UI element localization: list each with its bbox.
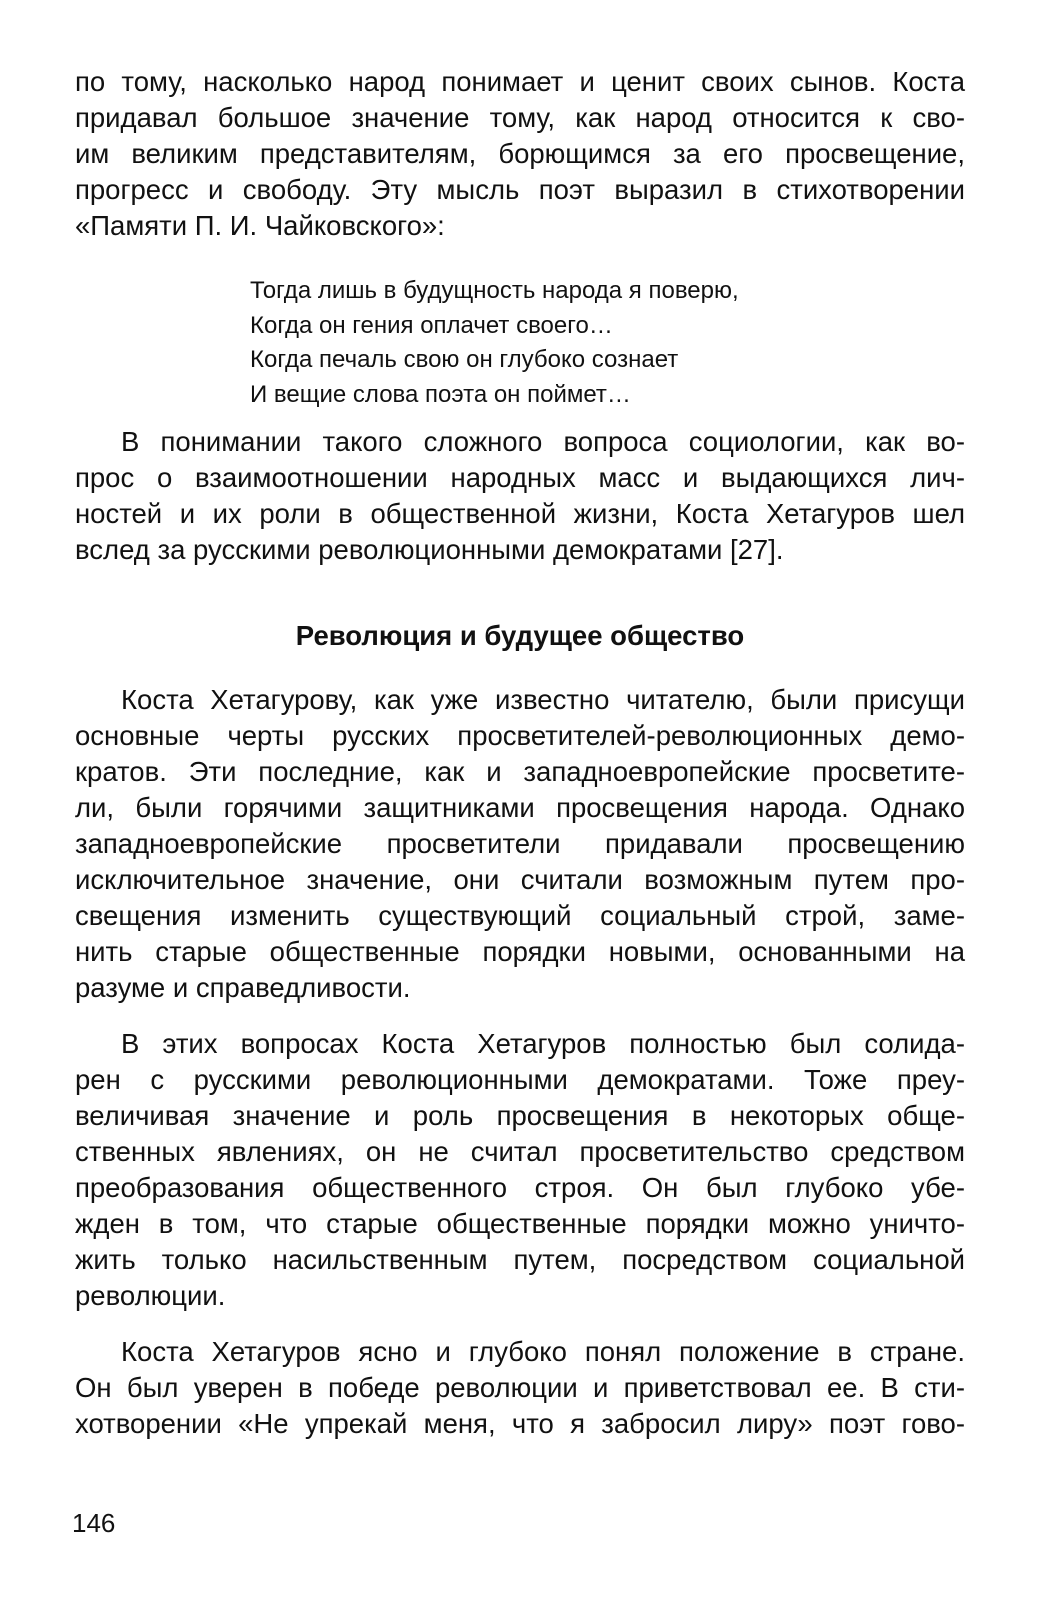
paragraph-enlighteners xyxy=(75,682,965,1006)
text-line: ственных явлениях, он не считал просветительство средством xyxy=(75,1136,965,1167)
text-line: им великим представителям, борющимся за его просвещение, xyxy=(75,138,965,169)
text-line: кратов. Эти последние, как и западноевропейские просветите- xyxy=(75,756,965,787)
text-line: исключительное значение, они считали возможным путем про- xyxy=(75,864,965,895)
text-line: основные черты русских просветителей-революционных демо- xyxy=(75,720,965,751)
text-line: свещения изменить существующий социальный строй, заме- xyxy=(75,900,965,931)
paragraph-intro xyxy=(75,64,965,244)
text-line: В этих вопросах Коста Хетагуров полностью был солида- xyxy=(121,1028,965,1059)
text-line: В понимании такого сложного вопроса социологии, как во- xyxy=(121,426,965,457)
text-line: нить старые общественные порядки новыми, основанными на xyxy=(75,936,965,967)
text-line: рен с русскими революционными демократами. Тоже преу- xyxy=(75,1064,965,1095)
text-line: разуме и справедливости. xyxy=(75,972,411,1003)
text-line: преобразования общественного строя. Он был глубоко убе- xyxy=(75,1172,965,1203)
poem-line: Когда печаль свою он глубоко сознает xyxy=(250,346,679,373)
text-line: придавал большое значение тому, как народ относится к сво- xyxy=(75,102,965,133)
text-line: жить только насильственным путем, посредством социальной xyxy=(75,1244,965,1275)
text-line: жден в том, что старые общественные порядки можно уничто- xyxy=(75,1208,965,1239)
section-heading: Революция и будущее общество xyxy=(295,620,745,651)
paragraph-revolution xyxy=(75,1334,965,1442)
text-line: Коста Хетагуров ясно и глубоко понял положение в стране. xyxy=(121,1336,965,1367)
text-line: Он был уверен в победе революции и приветствовал ее. В сти- xyxy=(75,1372,965,1403)
text-line: вслед за русскими революционными демократами [27]. xyxy=(75,534,784,565)
paragraph-sociology xyxy=(75,424,965,568)
text-line: революции. xyxy=(75,1280,226,1311)
text-line: прогресс и свободу. Эту мысль поэт выразил в стихотворении xyxy=(75,174,965,205)
text-line: по тому, насколько народ понимает и ценит своих сынов. Коста xyxy=(75,66,965,97)
poem-line: Тогда лишь в будущность народа я поверю, xyxy=(250,277,739,304)
text-line: Коста Хетагурову, как уже известно читателю, были присущи xyxy=(121,684,965,715)
poem-line: Когда он гения оплачет своего… xyxy=(250,311,613,339)
text-line: «Памяти П. И. Чайковского»: xyxy=(75,210,445,241)
page-number: 146 xyxy=(72,1508,116,1538)
text-line: прос о взаимоотношении народных масс и выдающихся лич- xyxy=(75,462,965,493)
paragraph-solidarity xyxy=(75,1026,965,1314)
poem-quote xyxy=(250,274,850,412)
text-line: западноевропейские просветители придавали просвещению xyxy=(75,828,965,859)
text-line: ностей и их роли в общественной жизни, Коста Хетагуров шел xyxy=(75,498,965,529)
text-line: хотворении «Не упрекай меня, что я забросил лиру» поэт гово- xyxy=(75,1408,965,1439)
text-line: величивая значение и роль просвещения в некоторых обще- xyxy=(75,1100,965,1131)
poem-line: И вещие слова поэта он поймет… xyxy=(250,380,631,408)
text-line: ли, были горячими защитниками просвещения народа. Однако xyxy=(75,792,965,823)
